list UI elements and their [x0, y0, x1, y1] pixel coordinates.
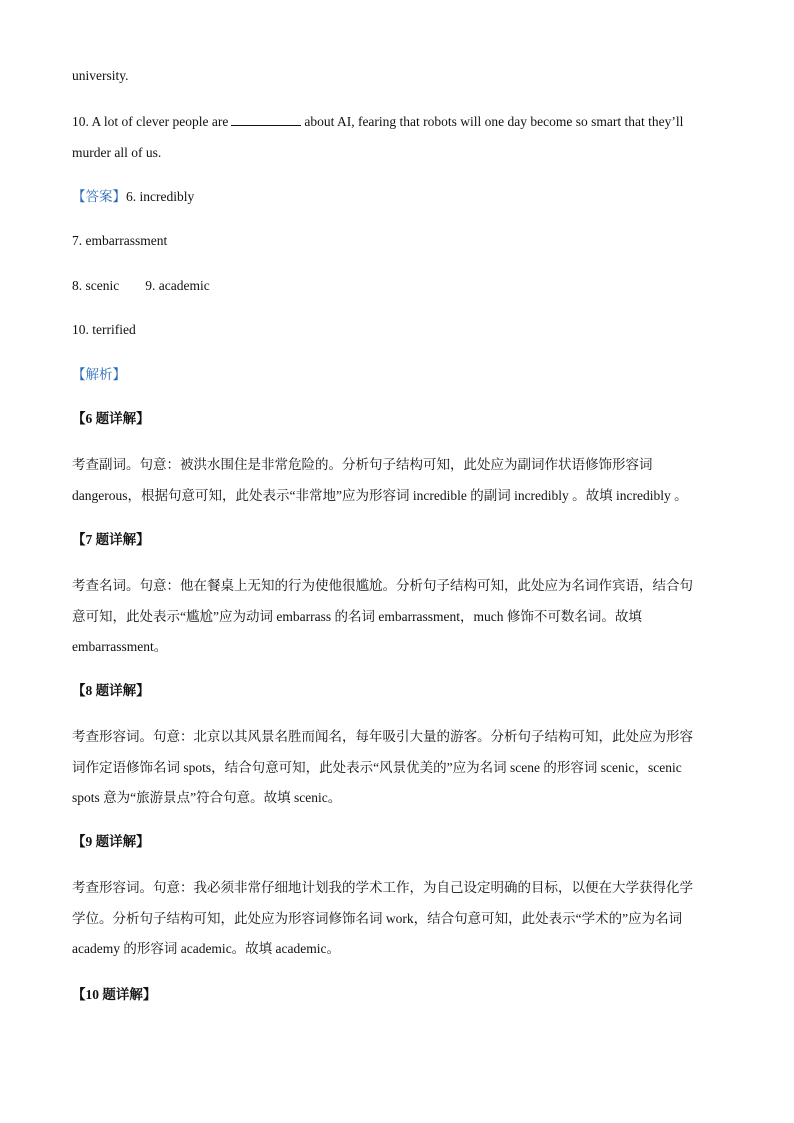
answer-blank — [231, 112, 301, 126]
section-8-title: 【8 题详解】 — [72, 683, 150, 698]
question-9-tail: university. — [72, 68, 129, 83]
answer-10: 10. terrified — [72, 322, 136, 337]
answer-block — [72, 187, 194, 207]
section-8-line3: spots 意为“旅游景点”符合句意。故填 scenic。 — [72, 790, 342, 805]
section-9-line1: 考查形容词。句意：我必须非常仔细地计划我的学术工作，为自己设定明确的目标，以便在大学获得化学 — [72, 880, 693, 895]
section-7-line2: 意可知，此处表示“尴尬”应为动词 embarrass 的名词 embarrassment，much 修饰不可数名词。故填 — [72, 608, 642, 624]
analysis-label: 【解析】 — [72, 367, 126, 382]
answer-6: 6. incredibly — [126, 189, 195, 204]
section-9-line2: 学位。分析句子结构可知，此处应为形容词修饰名词 work，结合句意可知，此处表示“学术的”应为名词 — [72, 910, 683, 926]
section-6-title: 【6 题详解】 — [72, 411, 150, 426]
section-7-line1: 考查名词。句意：他在餐桌上无知的行为使他很尴尬。分析句子结构可知，此处应为名词作宾语，结合句 — [72, 578, 693, 593]
section-7-title: 【7 题详解】 — [72, 532, 150, 547]
section-7-body — [72, 571, 724, 663]
answer-label: 【答案】 — [72, 189, 126, 204]
section-6-body — [72, 450, 724, 511]
section-10-title: 【10 题详解】 — [72, 987, 157, 1002]
question-10-line2: murder all of us. — [72, 145, 162, 160]
answer-8-9 — [72, 276, 210, 296]
section-8-body — [72, 722, 724, 814]
answer-7: 7. embarrassment — [72, 233, 168, 248]
section-6-line1: 考查副词。句意：被洪水围住是非常危险的。分析句子结构可知，此处应为副词作状语修饰形容词 — [72, 457, 653, 472]
answer-8: 8. scenic — [72, 278, 120, 293]
question-10 — [72, 112, 683, 132]
section-9-body — [72, 873, 724, 965]
section-8-line1: 考查形容词。句意：北京以其风景名胜而闻名，每年吸引大量的游客。分析句子结构可知，此处应为形容 — [72, 729, 693, 744]
section-7-line3: embarrassment。 — [72, 639, 168, 654]
question-10-text-before: 10. A lot of clever people are — [72, 114, 229, 129]
section-9-title: 【9 题详解】 — [72, 834, 150, 849]
section-6-line2: dangerous，根据句意可知，此处表示“非常地”应为形容词 incredible 的副词 incredibly 。故填 incredibly 。 — [72, 487, 688, 503]
answer-9: 9. academic — [145, 278, 210, 293]
section-9-line3: academy 的形容词 academic。故填 academic。 — [72, 941, 341, 956]
section-8-line2: 词作定语修饰名词 spots，结合句意可知，此处表示“风景优美的”应为名词 scene 的形容词 scenic，scenic — [72, 759, 682, 775]
question-10-text-after: about AI, fearing that robots will one day become so smart that they’ll — [304, 114, 684, 129]
